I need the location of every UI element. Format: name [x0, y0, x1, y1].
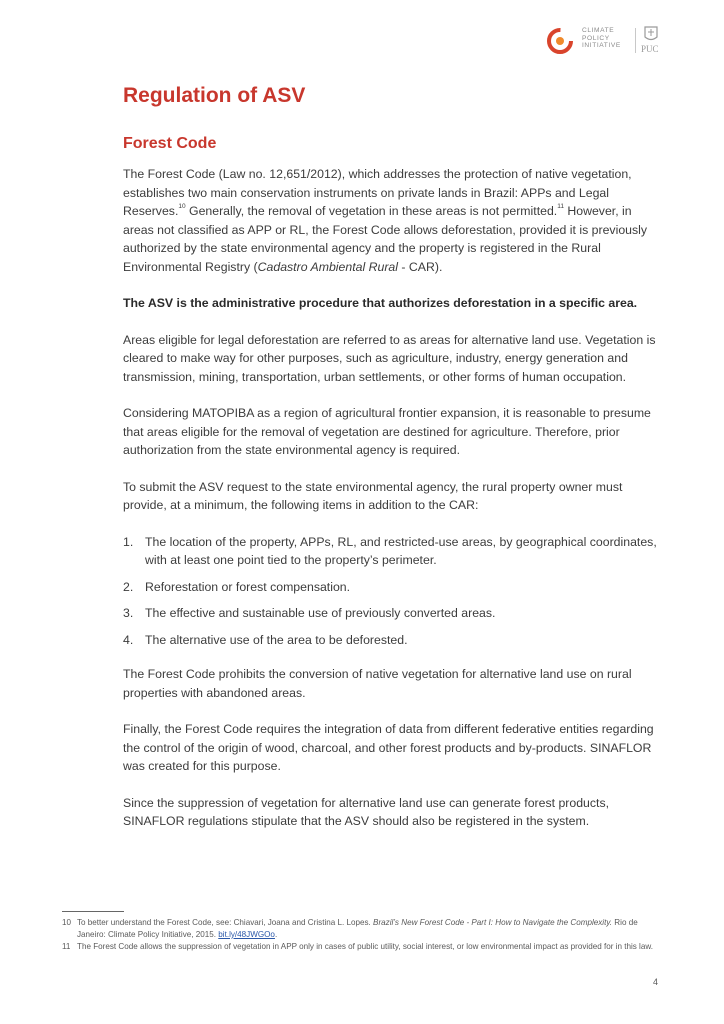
- footnotes: [62, 917, 662, 953]
- logo-separator: [635, 28, 636, 53]
- footnote-link[interactable]: bit.ly/48JWGOo: [218, 930, 275, 939]
- paragraph-asv-definition: The ASV is the administrative procedure that authorizes deforestation in a specific area.: [123, 296, 638, 310]
- main-content: [123, 165, 663, 849]
- paragraph-asv-request: To submit the ASV request to the state environmental agency, the rural property owner must provide, at a minimum, the following items in addition to the CAR:: [123, 479, 623, 512]
- paragraph-sinaflor-creation: Finally, the Forest Code requires the integration of data from different federative entities regarding the control of the origin of wood, charcoal, and other forest products and by-products. SINAFLOR was created for this purpose.: [123, 722, 654, 773]
- partner-logo-text: PUC: [641, 44, 659, 54]
- page-number: 4: [653, 977, 659, 987]
- footnote-11: 11 The Forest Code allows the suppression of vegetation in APP only in cases of public utility, social interest, or low environmental impact as provided for in this law.: [62, 942, 653, 951]
- subsection-title: Forest Code: [123, 135, 217, 152]
- paragraph-abandoned-areas: The Forest Code prohibits the conversion of native vegetation for alternative land use on rural properties with abandoned areas.: [123, 667, 632, 700]
- header-logos: [545, 24, 665, 56]
- footnote-divider: [62, 911, 124, 912]
- footnote-10: 10 To better understand the Forest Code, see: Chiavari, Joana and Cristina L. Lopes. Brazil’s New Forest Code - Part I: How to Navigate the Complexity. Rio de Janeiro: Climate Policy Initiative, 2015. bit.ly/48JWGOo.: [62, 918, 638, 939]
- paragraph-alternative-land-use: Areas eligible for legal deforestation are referred to as areas for alternative land use. Vegetation is cleared to make way for other purposes, such as agriculture, industry, energy generation and transmission, mining, transportation, urban settlements, or other forms of human occupation.: [123, 332, 656, 384]
- requirements-list: [123, 533, 663, 650]
- org-logo-text: CLIMATE POLICY INITIATIVE: [582, 27, 621, 50]
- list-item: 4. The alternative use of the area to be deforested.: [123, 632, 408, 647]
- section-title: Regulation of ASV: [123, 84, 306, 107]
- paragraph-forest-code-intro: The Forest Code (Law no. 12,651/2012), which addresses the protection of native vegetation, establishes two main conservation instruments on private lands in Brazil: APPs and Legal Reserves.$^{10}$ Generally, the removal of vegetation in these areas is not permitted.$^{11}$ However, in areas not classified as APP or RL, the Forest Code allows deforestation, provided it is previously authorized by the state environmental agency and the property is registered in the Rural Environmental Registry (Cadastro Ambiental Rural - CAR).: [123, 167, 648, 274]
- paragraph-sinaflor-registration: Since the suppression of vegetation for alternative land use can generate forest products, SINAFLOR regulations stipulate that the ASV should also be registered in the system.: [123, 795, 610, 828]
- footnote-ref-11[interactable]: 11: [557, 203, 564, 210]
- list-item: 1. The location of the property, APPs, RL, and restricted-use areas, by geographical coordinates, with at least one point tied to the property’s perimeter.: [123, 534, 657, 567]
- list-item: 2. Reforestation or forest compensation.: [123, 579, 351, 594]
- climate-policy-initiative-logo-icon: [545, 26, 575, 56]
- footnote-ref-10[interactable]: 10: [178, 203, 186, 210]
- paragraph-matopiba: Considering MATOPIBA as a region of agricultural frontier expansion, it is reasonable to presume that areas eligible for the removal of vegetation are destined for agriculture. Therefore, prior authorization from the state environmental agency is required.: [123, 406, 651, 457]
- list-item: 3. The effective and sustainable use of previously converted areas.: [123, 606, 496, 620]
